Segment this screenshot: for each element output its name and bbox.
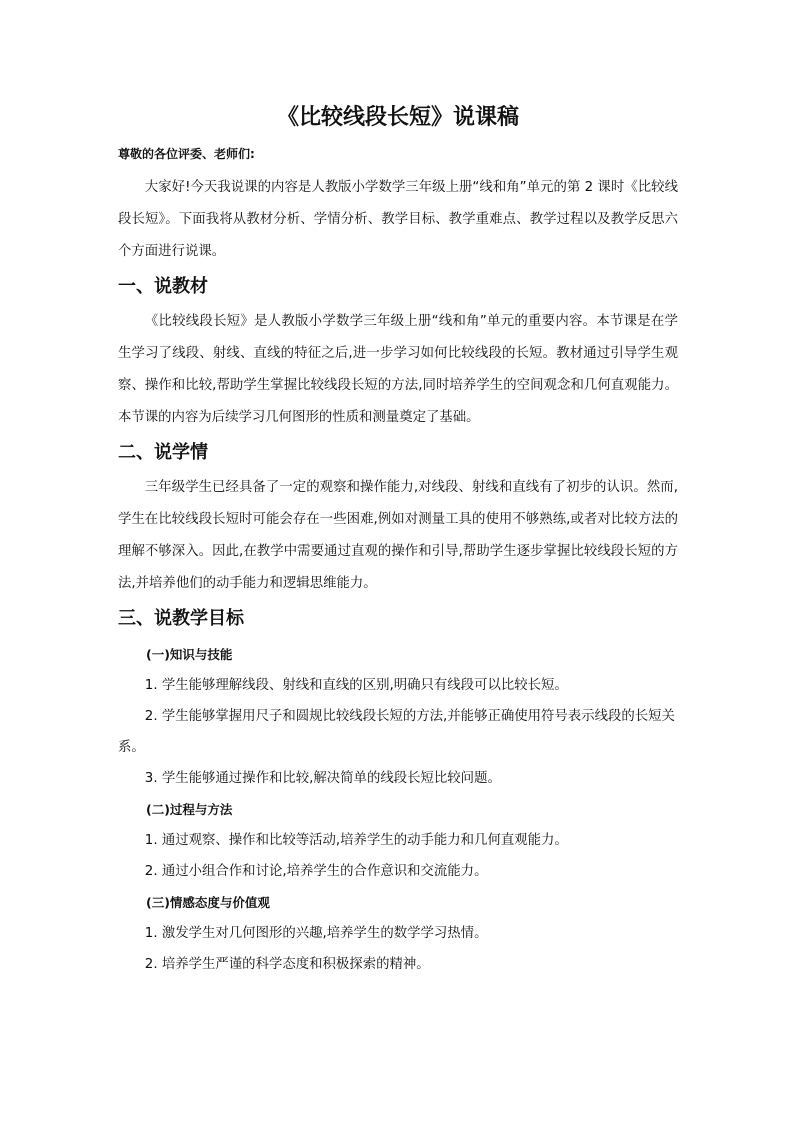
student-analysis-paragraph: 三年级学生已经具备了一定的观察和操作能力,对线段、射线和直线有了初步的认识。然而,学生在比较线段长短时可能会存在一些困难,例如对测量工具的使用不够熟练,或者对比较方法的理解不够深入。因此,在教学中需要通过直观的操作和引导,帮助学生逐步掌握比较线段长短的方法,并培养他们的动手能力和逻辑思维能力。 (118, 480, 678, 591)
list-item: 1. 激发学生对几何图形的兴趣,培养学生的数学学习热情。 (144, 926, 488, 941)
section-heading-student-analysis: 二、说学情 (118, 442, 208, 463)
list-item: 1. 通过观察、操作和比较等活动,培养学生的动手能力和几何直观能力。 (144, 833, 568, 848)
section-heading-objectives: 三、说教学目标 (118, 608, 244, 629)
subheading-knowledge-skills: (一)知识与技能 (146, 647, 233, 662)
list-item: 1. 学生能够理解线段、射线和直线的区别,明确只有线段可以比较长短。 (144, 678, 568, 693)
list-item: 2. 培养学生严谨的科学态度和积极探索的精神。 (144, 957, 430, 972)
intro-paragraph: 大家好!今天我说课的内容是人教版小学数学三年级上册“线和角”单元的第 2 课时《比较线段长短》。下面我将从教材分析、学情分析、教学目标、教学重难点、教学过程以及教学反思六个方面进行说课。 (118, 180, 678, 259)
subheading-process-method: (二)过程与方法 (146, 802, 233, 817)
teaching-material-paragraph: 《比较线段长短》是人教版小学数学三年级上册“线和角”单元的重要内容。本节课是在学生学习了线段、射线、直线的特征之后,进一步学习如何比较线段的长短。教材通过引导学生观察、操作和比较,帮助学生掌握比较线段长短的方法,同时培养学生的空间观念和几何直观能力。本节课的内容为后续学习几何图形的性质和测量奠定了基础。 (118, 314, 678, 425)
list-item: 2. 学生能够掌握用尺子和圆规比较线段长短的方法,并能够正确使用符号表示线段的长短关系。 (118, 709, 675, 755)
page-title: 《比较线段长短》说课稿 (276, 105, 519, 130)
list-item: 3. 学生能够通过操作和比较,解决简单的线段长短比较问题。 (144, 771, 501, 786)
subheading-attitude-values: (三)情感态度与价值观 (146, 895, 270, 910)
greeting: 尊敬的各位评委、老师们: (118, 147, 255, 161)
list-item: 2. 通过小组合作和讨论,培养学生的合作意识和交流能力。 (144, 864, 488, 879)
section-heading-teaching-material: 一、说教材 (118, 276, 208, 297)
